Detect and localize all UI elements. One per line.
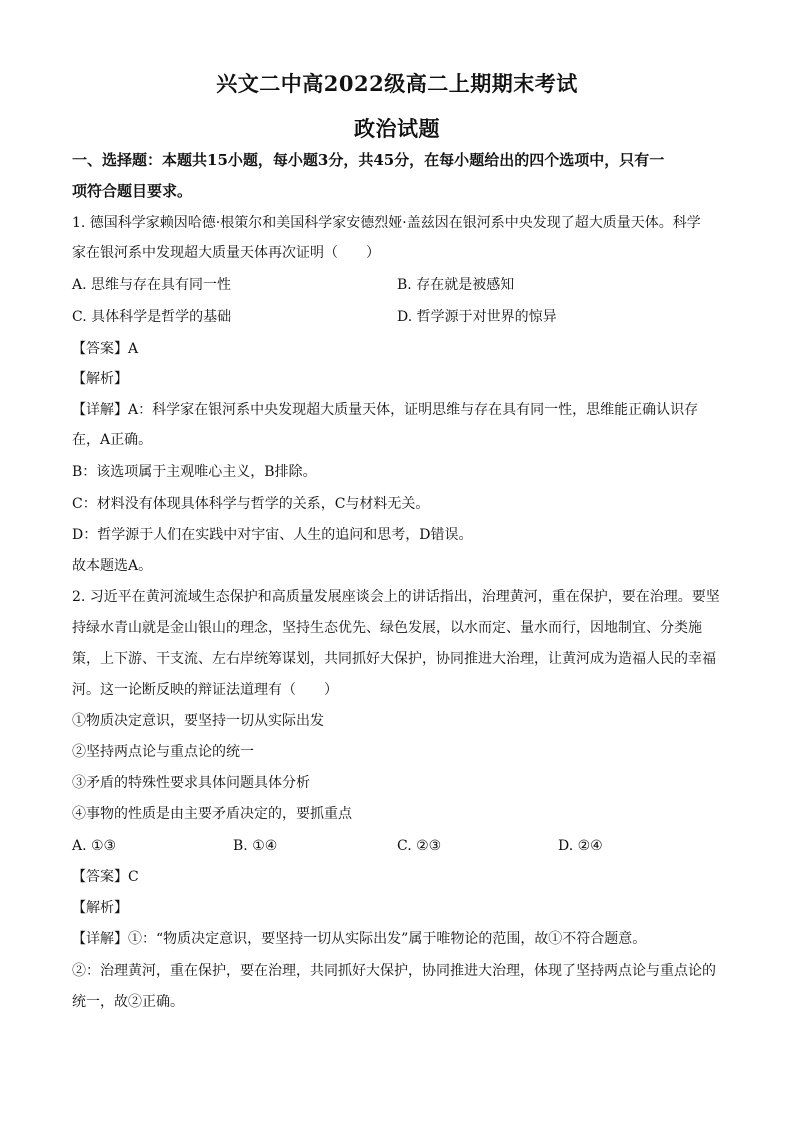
section-heading-line2: 项符合题目要求。 bbox=[72, 182, 193, 200]
q2-detail-line3: 统一，故②正确。 bbox=[72, 994, 184, 1010]
exam-title: 兴文二中高2022级高二上期期末考试 bbox=[216, 71, 578, 96]
q1-stem-line2: 家在银河系中发现超大质量天体再次证明（ ） bbox=[72, 245, 380, 261]
q2-option-d: D. ②④ bbox=[558, 838, 603, 854]
q2-option-a: A. ①③ bbox=[72, 838, 117, 854]
q1-option-d: D. 哲学源于对世界的惊异 bbox=[397, 309, 557, 325]
exam-subtitle: 政治试题 bbox=[354, 116, 440, 141]
q2-stem-line1: 2. 习近平在黄河流域生态保护和高质量发展座谈会上的讲话指出，治理黄河，重在保护，要在治理。要坚 bbox=[72, 589, 720, 605]
q2-detail-line1: 【详解】①：“物质决定意识，要坚持一切从实际出发”属于唯物论的范围，故①不符合题意。 bbox=[72, 931, 647, 947]
q1-detail-line3: B：该选项属于主观唯心主义，B排除。 bbox=[72, 464, 317, 480]
section-heading-line1: 一、选择题：本题共15小题，每小题3分，共45分，在每小题给出的四个选项中，只有一 bbox=[72, 151, 665, 169]
q1-analysis-label: 【解析】 bbox=[72, 371, 128, 387]
q2-detail-line2: ②：治理黄河，重在保护，要在治理，共同抓好大保护，协同推进大治理，体现了坚持两点论与重点论的 bbox=[72, 963, 716, 979]
q2-statement-1: ①物质决定意识，要坚持一切从实际出发 bbox=[72, 713, 324, 729]
q2-stem-line3: 策，上下游、干支流、左右岸统筹谋划，共同抓好大保护，协同推进大治理，让黄河成为造福人民的幸福 bbox=[72, 651, 716, 667]
q1-answer: 【答案】A bbox=[72, 341, 139, 357]
q1-option-a: A. 思维与存在具有同一性 bbox=[72, 277, 232, 293]
q1-detail-line5: D：哲学源于人们在实践中对宇宙、人生的追问和思考，D错误。 bbox=[72, 527, 473, 543]
q2-statement-3: ③矛盾的特殊性要求具体问题具体分析 bbox=[72, 775, 310, 791]
q2-stem-line4: 河。这一论断反映的辩证法道理有（ ） bbox=[72, 682, 338, 698]
q2-option-b: B. ①④ bbox=[233, 838, 278, 854]
q2-answer: 【答案】C bbox=[72, 869, 139, 885]
q1-detail-line1: 【详解】A：科学家在银河系中央发现超大质量天体，证明思维与存在具有同一性，思维能正确认识存 bbox=[72, 402, 699, 418]
q1-detail-line4: C：材料没有体现具体科学与哲学的关系，C与材料无关。 bbox=[72, 496, 430, 512]
q1-detail-line2: 在，A正确。 bbox=[72, 432, 153, 448]
q2-stem-line2: 持绿水青山就是金山银山的理念，坚持生态优先、绿色发展，以水而定、量水而行，因地制宜、分类施 bbox=[72, 620, 702, 636]
q2-analysis-label: 【解析】 bbox=[72, 900, 128, 916]
q1-option-c: C. 具体科学是哲学的基础 bbox=[72, 309, 232, 325]
q1-option-b: B. 存在就是被感知 bbox=[397, 277, 515, 293]
q2-statement-4: ④事物的性质是由主要矛盾决定的，要抓重点 bbox=[72, 806, 352, 822]
q2-statement-2: ②坚持两点论与重点论的统一 bbox=[72, 744, 254, 760]
q2-option-c: C. ②③ bbox=[397, 838, 442, 854]
q1-conclusion: 故本题选A。 bbox=[72, 558, 153, 574]
q1-stem-line1: 1. 德国科学家赖因哈德·根策尔和美国科学家安德烈娅·盖兹因在银河系中央发现了超大质量天体。科学 bbox=[72, 215, 701, 231]
